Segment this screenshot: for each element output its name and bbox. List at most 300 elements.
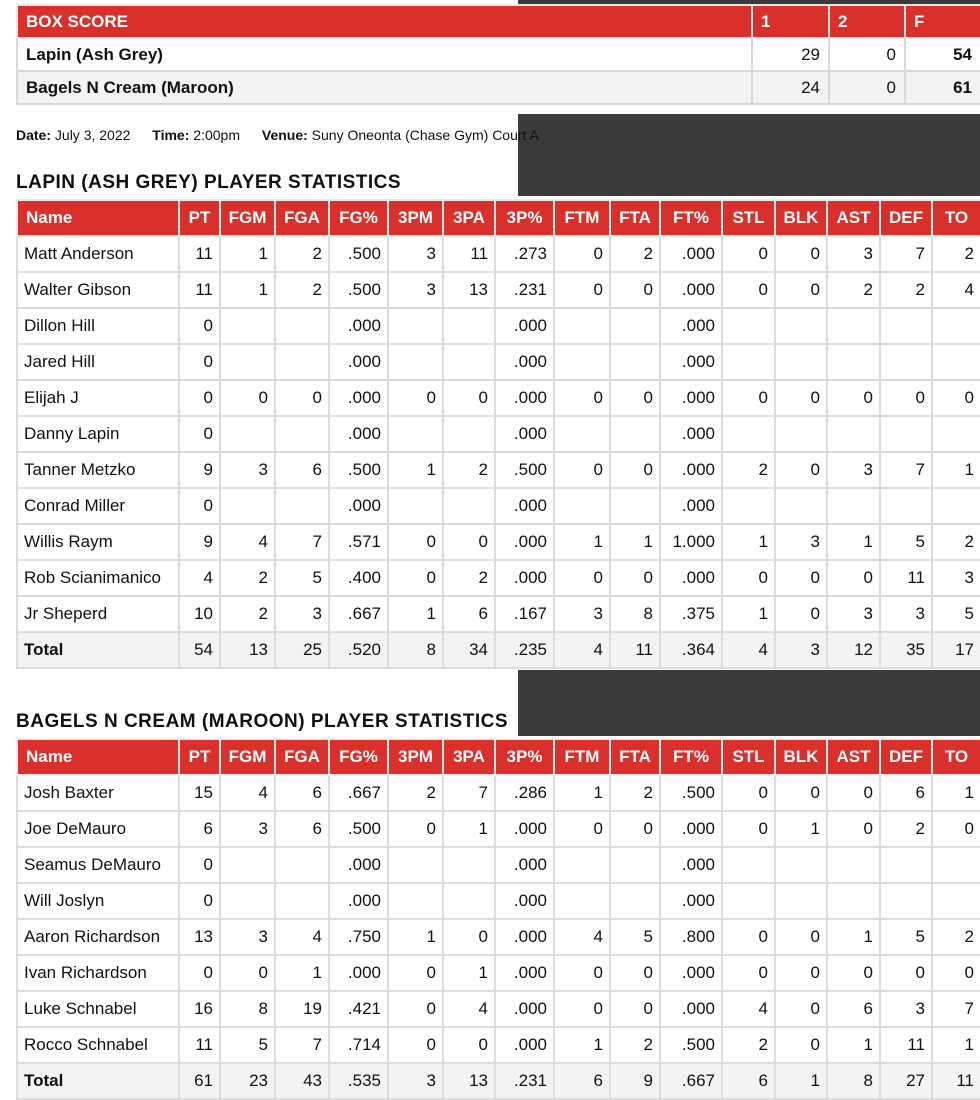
stat-3pm <box>388 416 443 452</box>
stat-fta: 0 <box>610 811 660 847</box>
stat-blk: 0 <box>775 955 827 991</box>
stat-fg-pct: .667 <box>329 596 388 632</box>
stat-3p-pct: .231 <box>495 272 554 308</box>
stat-fga: 6 <box>275 452 329 488</box>
stat-ft-pct: 1.000 <box>660 524 722 560</box>
stat-to <box>932 883 980 919</box>
stat-3pa: 1 <box>443 955 495 991</box>
stat-to <box>932 847 980 883</box>
stat-ast <box>827 308 880 344</box>
dark-bg-block-upper <box>518 114 980 196</box>
stat-fgm: 4 <box>220 524 275 560</box>
player-name: Seamus DeMauro <box>17 847 179 883</box>
stat-fgm: 3 <box>220 811 275 847</box>
stat-stl <box>722 847 775 883</box>
stat-3pa: 34 <box>443 632 495 668</box>
stat-def <box>880 488 932 524</box>
stat-3pm: 0 <box>388 1027 443 1063</box>
stat-to: 2 <box>932 919 980 955</box>
stat-fgm <box>220 488 275 524</box>
stat-fta: 5 <box>610 919 660 955</box>
stat-fta: 0 <box>610 272 660 308</box>
stat-ast: 0 <box>827 560 880 596</box>
player-name: Jr Sheperd <box>17 596 179 632</box>
player-row <box>17 272 980 308</box>
stat-to: 0 <box>932 380 980 416</box>
column-header-def: DEF <box>880 200 932 236</box>
stat-def: 11 <box>880 1027 932 1063</box>
stat-ast <box>827 847 880 883</box>
stat-fga: 6 <box>275 775 329 811</box>
stat-def: 35 <box>880 632 932 668</box>
stat-def: 2 <box>880 811 932 847</box>
player-row <box>17 380 980 416</box>
stat-to <box>932 416 980 452</box>
player-name: Walter Gibson <box>17 272 179 308</box>
stat-fga: 43 <box>275 1063 329 1099</box>
team-1-stats-table <box>16 199 980 669</box>
stat-fga <box>275 847 329 883</box>
player-name: Jared Hill <box>17 344 179 380</box>
stat-3pm: 0 <box>388 560 443 596</box>
stat-to: 2 <box>932 524 980 560</box>
stats-header-row <box>17 200 980 236</box>
stat-ast <box>827 416 880 452</box>
stat-def: 0 <box>880 380 932 416</box>
column-header-fta: FTA <box>610 739 660 775</box>
stat-fgm <box>220 847 275 883</box>
total-label: Total <box>17 632 179 668</box>
stat-def: 3 <box>880 991 932 1027</box>
stat-ftm: 0 <box>554 560 610 596</box>
column-header-fg-pct: FG% <box>329 739 388 775</box>
stat-3p-pct: .167 <box>495 596 554 632</box>
stat-to: 1 <box>932 452 980 488</box>
stat-ftm: 6 <box>554 1063 610 1099</box>
team-2-stats-title: BAGELS N CREAM (MAROON) PLAYER STATISTICS <box>16 711 508 732</box>
player-name: Aaron Richardson <box>17 919 179 955</box>
stat-fta: 9 <box>610 1063 660 1099</box>
stat-pt: 11 <box>179 1027 220 1063</box>
stat-3pm: 2 <box>388 775 443 811</box>
final-header: F <box>905 5 980 38</box>
stat-pt: 0 <box>179 847 220 883</box>
stat-3pa: 11 <box>443 236 495 272</box>
stat-3pm: 1 <box>388 452 443 488</box>
stat-3pm: 8 <box>388 632 443 668</box>
stat-stl: 0 <box>722 919 775 955</box>
column-header-ast: AST <box>827 739 880 775</box>
dark-bg-block-lower <box>518 670 980 736</box>
stat-fga: 4 <box>275 919 329 955</box>
venue-value: Suny Oneonta (Chase Gym) Court A <box>311 127 539 143</box>
stat-fga <box>275 883 329 919</box>
time-label: Time: <box>152 127 190 143</box>
stat-stl: 1 <box>722 524 775 560</box>
player-row <box>17 308 980 344</box>
stat-ft-pct: .000 <box>660 236 722 272</box>
stat-3pm: 3 <box>388 236 443 272</box>
box-score-table <box>16 4 980 105</box>
column-header-def: DEF <box>880 739 932 775</box>
stat-stl: 4 <box>722 632 775 668</box>
stat-ast: 2 <box>827 272 880 308</box>
stat-3pa <box>443 883 495 919</box>
period-1-header: 1 <box>752 5 829 38</box>
player-row <box>17 775 980 811</box>
stat-def: 6 <box>880 775 932 811</box>
stat-fta <box>610 488 660 524</box>
stat-3p-pct: .000 <box>495 416 554 452</box>
player-name: Elijah J <box>17 380 179 416</box>
stat-fga: 2 <box>275 236 329 272</box>
team-1-stats-title: LAPIN (ASH GREY) PLAYER STATISTICS <box>16 172 402 193</box>
total-label: Total <box>17 1063 179 1099</box>
column-header-ast: AST <box>827 200 880 236</box>
stat-fg-pct: .714 <box>329 1027 388 1063</box>
stat-ftm: 0 <box>554 811 610 847</box>
box-score-row <box>17 38 980 71</box>
stat-3p-pct: .000 <box>495 811 554 847</box>
stat-to: 2 <box>932 236 980 272</box>
player-row <box>17 236 980 272</box>
stat-pt: 10 <box>179 596 220 632</box>
stat-3p-pct: .286 <box>495 775 554 811</box>
stat-3pa: 7 <box>443 775 495 811</box>
box-score-row <box>17 71 980 104</box>
stat-fta <box>610 416 660 452</box>
stat-ft-pct: .667 <box>660 1063 722 1099</box>
stat-stl: 0 <box>722 955 775 991</box>
stat-blk: 0 <box>775 236 827 272</box>
stat-3p-pct: .000 <box>495 955 554 991</box>
stat-3pm <box>388 847 443 883</box>
stat-ftm <box>554 416 610 452</box>
stat-3pa: 0 <box>443 919 495 955</box>
stat-3pa: 13 <box>443 1063 495 1099</box>
time-value: 2:00pm <box>193 127 240 143</box>
stat-ast: 0 <box>827 811 880 847</box>
total-row <box>17 632 980 668</box>
player-row <box>17 344 980 380</box>
stat-to: 11 <box>932 1063 980 1099</box>
stat-3pa <box>443 344 495 380</box>
stat-fta <box>610 847 660 883</box>
stat-3p-pct: .500 <box>495 452 554 488</box>
stat-3p-pct: .000 <box>495 560 554 596</box>
stat-def <box>880 308 932 344</box>
date-value: July 3, 2022 <box>54 127 131 143</box>
column-header-fg-pct: FG% <box>329 200 388 236</box>
venue-label: Venue: <box>261 127 308 143</box>
player-name: Will Joslyn <box>17 883 179 919</box>
stat-fgm: 0 <box>220 380 275 416</box>
stat-blk <box>775 416 827 452</box>
stat-fg-pct: .750 <box>329 919 388 955</box>
stat-to: 1 <box>932 775 980 811</box>
stat-ft-pct: .000 <box>660 883 722 919</box>
stat-3pa <box>443 416 495 452</box>
stat-3p-pct: .273 <box>495 236 554 272</box>
stat-pt: 9 <box>179 452 220 488</box>
stat-def: 11 <box>880 560 932 596</box>
stat-fta: 1 <box>610 524 660 560</box>
stat-stl <box>722 883 775 919</box>
stat-fta: 0 <box>610 955 660 991</box>
stat-blk <box>775 488 827 524</box>
stat-pt: 9 <box>179 524 220 560</box>
player-name: Danny Lapin <box>17 416 179 452</box>
column-header-ftm: FTM <box>554 200 610 236</box>
stat-fgm <box>220 416 275 452</box>
stat-ftm: 0 <box>554 380 610 416</box>
stat-def: 3 <box>880 596 932 632</box>
stat-3pm: 3 <box>388 1063 443 1099</box>
stat-fgm: 23 <box>220 1063 275 1099</box>
column-header-stl: STL <box>722 200 775 236</box>
stat-stl: 0 <box>722 560 775 596</box>
column-header-pt: PT <box>179 739 220 775</box>
stat-fgm: 3 <box>220 452 275 488</box>
stat-blk: 1 <box>775 811 827 847</box>
stat-ftm: 4 <box>554 632 610 668</box>
stat-3pm <box>388 488 443 524</box>
stat-3p-pct: .000 <box>495 991 554 1027</box>
stat-def: 5 <box>880 524 932 560</box>
stat-ast <box>827 883 880 919</box>
stat-fgm <box>220 308 275 344</box>
player-name: Conrad Miller <box>17 488 179 524</box>
stat-ast: 0 <box>827 775 880 811</box>
player-row <box>17 560 980 596</box>
column-header-3pa: 3PA <box>443 739 495 775</box>
column-header-blk: BLK <box>775 739 827 775</box>
game-info <box>16 127 539 143</box>
player-row <box>17 524 980 560</box>
stat-stl <box>722 344 775 380</box>
stat-fta: 0 <box>610 991 660 1027</box>
stat-3pa <box>443 308 495 344</box>
stat-fg-pct: .500 <box>329 272 388 308</box>
stat-fta: 2 <box>610 236 660 272</box>
stat-ftm <box>554 344 610 380</box>
stat-fgm <box>220 344 275 380</box>
stat-stl <box>722 308 775 344</box>
box-score-title: BOX SCORE <box>17 5 752 38</box>
stat-fga <box>275 416 329 452</box>
stat-pt: 13 <box>179 919 220 955</box>
stat-blk <box>775 344 827 380</box>
stat-pt: 0 <box>179 416 220 452</box>
stat-fgm: 2 <box>220 560 275 596</box>
stat-stl <box>722 416 775 452</box>
stat-pt: 0 <box>179 955 220 991</box>
stat-ftm: 0 <box>554 452 610 488</box>
stat-blk: 0 <box>775 380 827 416</box>
stat-pt: 16 <box>179 991 220 1027</box>
stat-3p-pct: .000 <box>495 308 554 344</box>
column-header-3pm: 3PM <box>388 200 443 236</box>
player-row <box>17 919 980 955</box>
stat-def: 0 <box>880 955 932 991</box>
stat-to: 17 <box>932 632 980 668</box>
stat-ast: 0 <box>827 955 880 991</box>
column-header-ft-pct: FT% <box>660 200 722 236</box>
stat-ft-pct: .000 <box>660 272 722 308</box>
column-header-to: TO <box>932 200 980 236</box>
stat-fta <box>610 308 660 344</box>
stat-ast: 0 <box>827 380 880 416</box>
stat-fga: 25 <box>275 632 329 668</box>
stat-ftm: 0 <box>554 991 610 1027</box>
stat-fg-pct: .000 <box>329 380 388 416</box>
stat-fgm: 0 <box>220 955 275 991</box>
column-header-fga: FGA <box>275 739 329 775</box>
stat-ft-pct: .000 <box>660 847 722 883</box>
column-header-name: Name <box>17 200 179 236</box>
stat-ftm: 3 <box>554 596 610 632</box>
column-header-fta: FTA <box>610 200 660 236</box>
stat-ftm: 0 <box>554 272 610 308</box>
stat-3pa: 0 <box>443 380 495 416</box>
stat-stl: 0 <box>722 380 775 416</box>
column-header-3p-pct: 3P% <box>495 200 554 236</box>
stat-to <box>932 308 980 344</box>
stat-pt: 6 <box>179 811 220 847</box>
stat-fg-pct: .000 <box>329 847 388 883</box>
stat-3p-pct: .000 <box>495 1027 554 1063</box>
stat-ast: 1 <box>827 524 880 560</box>
stat-pt: 54 <box>179 632 220 668</box>
stat-ast: 12 <box>827 632 880 668</box>
stat-to: 3 <box>932 560 980 596</box>
stat-ft-pct: .000 <box>660 344 722 380</box>
stat-fta: 2 <box>610 775 660 811</box>
column-header-fgm: FGM <box>220 739 275 775</box>
stat-ftm <box>554 308 610 344</box>
stat-3pa: 1 <box>443 811 495 847</box>
stat-fga: 3 <box>275 596 329 632</box>
stat-pt: 0 <box>179 380 220 416</box>
stat-fgm: 3 <box>220 919 275 955</box>
stat-fga: 19 <box>275 991 329 1027</box>
stat-ast: 1 <box>827 1027 880 1063</box>
stat-3p-pct: .000 <box>495 524 554 560</box>
stat-stl: 0 <box>722 775 775 811</box>
stat-blk: 3 <box>775 632 827 668</box>
player-row <box>17 488 980 524</box>
player-row <box>17 955 980 991</box>
stat-fga <box>275 344 329 380</box>
stat-def <box>880 847 932 883</box>
stat-3pa <box>443 488 495 524</box>
stat-ast: 3 <box>827 452 880 488</box>
stat-3pm: 0 <box>388 991 443 1027</box>
stat-3p-pct: .231 <box>495 1063 554 1099</box>
stat-3p-pct: .000 <box>495 344 554 380</box>
stat-3pm: 0 <box>388 524 443 560</box>
stat-ft-pct: .800 <box>660 919 722 955</box>
stat-ft-pct: .000 <box>660 380 722 416</box>
stat-fgm: 4 <box>220 775 275 811</box>
stat-fgm: 5 <box>220 1027 275 1063</box>
stat-stl <box>722 488 775 524</box>
final-score: 54 <box>905 38 980 71</box>
stat-pt: 0 <box>179 344 220 380</box>
column-header-3p-pct: 3P% <box>495 739 554 775</box>
stat-ast <box>827 344 880 380</box>
stat-fg-pct: .500 <box>329 452 388 488</box>
player-row <box>17 596 980 632</box>
stat-stl: 0 <box>722 272 775 308</box>
stat-stl: 2 <box>722 1027 775 1063</box>
stat-3pa: 2 <box>443 452 495 488</box>
stat-ast: 6 <box>827 991 880 1027</box>
stat-3pm: 1 <box>388 596 443 632</box>
stat-3pa: 0 <box>443 524 495 560</box>
stat-fg-pct: .421 <box>329 991 388 1027</box>
stat-blk <box>775 847 827 883</box>
stat-pt: 0 <box>179 883 220 919</box>
stat-3pm <box>388 344 443 380</box>
stat-blk <box>775 883 827 919</box>
stat-blk: 0 <box>775 775 827 811</box>
stat-def: 2 <box>880 272 932 308</box>
stat-def <box>880 416 932 452</box>
stat-def: 5 <box>880 919 932 955</box>
stat-def: 27 <box>880 1063 932 1099</box>
stat-to: 0 <box>932 955 980 991</box>
player-name: Joe DeMauro <box>17 811 179 847</box>
player-name: Tanner Metzko <box>17 452 179 488</box>
total-row <box>17 1063 980 1099</box>
player-row <box>17 883 980 919</box>
stat-fgm: 13 <box>220 632 275 668</box>
stat-ftm <box>554 883 610 919</box>
stat-blk: 0 <box>775 919 827 955</box>
stat-fga: 5 <box>275 560 329 596</box>
stat-ft-pct: .000 <box>660 308 722 344</box>
stat-fta: 0 <box>610 560 660 596</box>
stat-fta <box>610 344 660 380</box>
stat-3pa: 2 <box>443 560 495 596</box>
stat-fga: 1 <box>275 955 329 991</box>
period-2-score: 0 <box>829 71 905 104</box>
stat-3pm: 0 <box>388 811 443 847</box>
stat-def: 7 <box>880 452 932 488</box>
stat-blk: 0 <box>775 596 827 632</box>
stat-ast <box>827 488 880 524</box>
stat-pt: 61 <box>179 1063 220 1099</box>
stat-fg-pct: .000 <box>329 883 388 919</box>
stat-fta: 11 <box>610 632 660 668</box>
player-row <box>17 991 980 1027</box>
stat-ftm: 0 <box>554 236 610 272</box>
stat-fg-pct: .400 <box>329 560 388 596</box>
stat-blk: 1 <box>775 1063 827 1099</box>
stat-fg-pct: .000 <box>329 955 388 991</box>
stat-blk: 0 <box>775 1027 827 1063</box>
stat-ft-pct: .000 <box>660 811 722 847</box>
stat-3pa: 0 <box>443 1027 495 1063</box>
stat-def <box>880 883 932 919</box>
stat-ftm: 1 <box>554 524 610 560</box>
stat-blk: 0 <box>775 452 827 488</box>
stat-fgm: 8 <box>220 991 275 1027</box>
stat-ast: 1 <box>827 919 880 955</box>
period-1-score: 29 <box>752 38 829 71</box>
stat-3pm: 3 <box>388 272 443 308</box>
